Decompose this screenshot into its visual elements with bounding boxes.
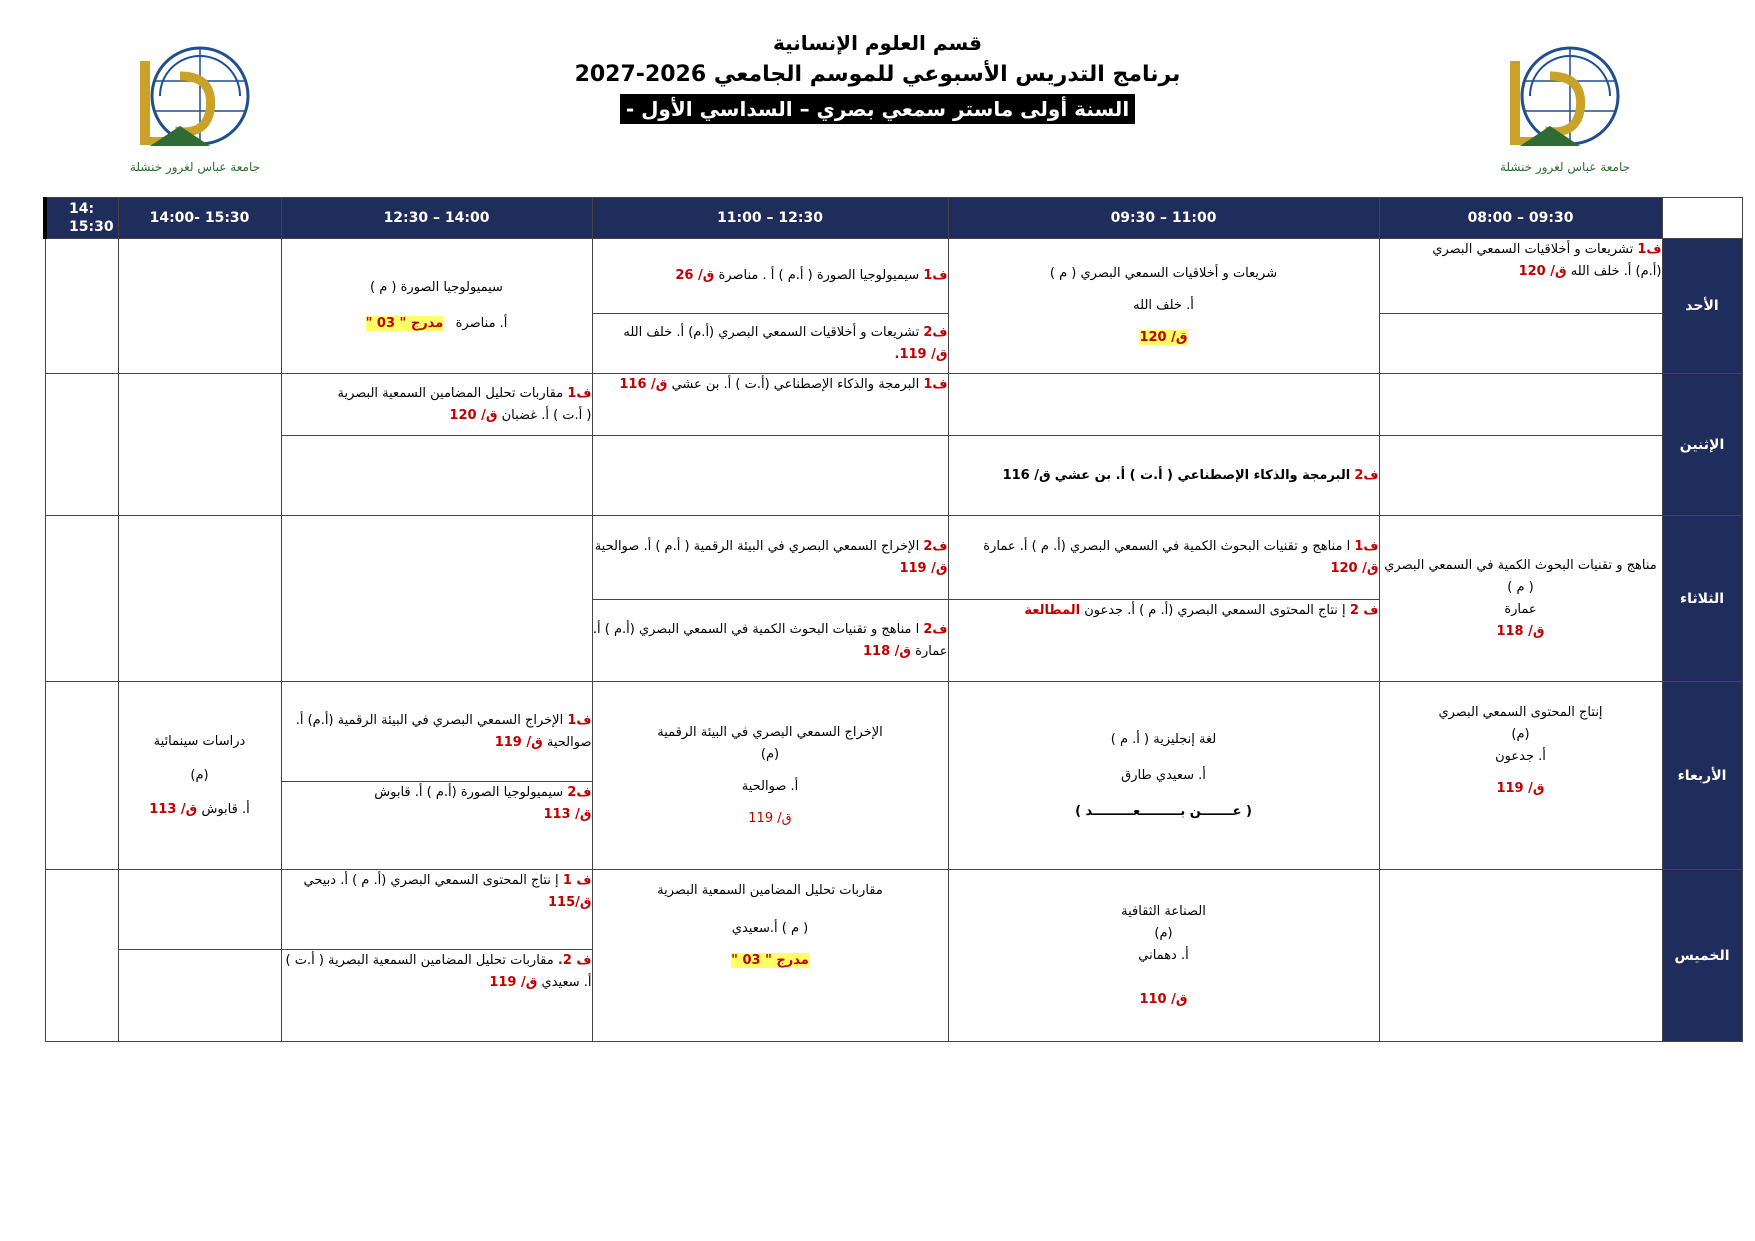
professor: ( م ) أ.سعيدي bbox=[731, 921, 809, 936]
cell-empty bbox=[118, 870, 281, 950]
professor: أ. سعيدي طارق bbox=[1121, 767, 1206, 783]
course-text: إ نتاج المحتوى السمعي البصري (أ. م ) أ. جدعون bbox=[1084, 603, 1346, 618]
room: ق/ 110 bbox=[1139, 991, 1188, 1007]
course-cell bbox=[281, 682, 592, 782]
row-wednesday-a bbox=[45, 682, 1742, 782]
course-cell bbox=[948, 516, 1379, 600]
course-title: سيميولوجيا الصورة ( م ) bbox=[370, 280, 503, 295]
course-text: إ نتاج المحتوى السمعي البصري (أ. م ) أ. دبيحي bbox=[303, 873, 559, 888]
course-cell bbox=[1379, 239, 1662, 314]
group-label: ف 2 bbox=[1349, 603, 1379, 618]
professor: أ. قابوش bbox=[201, 801, 250, 817]
room: ق/ 119 bbox=[489, 975, 538, 990]
cell-empty bbox=[45, 516, 118, 682]
room: ق/ 113 bbox=[543, 807, 592, 822]
cell-empty bbox=[592, 436, 948, 516]
group-label: ف2 bbox=[923, 324, 948, 340]
cell-empty bbox=[281, 516, 592, 682]
course-text: ا مناهج و تقنيات البحوث الكمية في السمعي البصري (أ.م ) أ. عمارة bbox=[592, 621, 948, 659]
room: ق/ 118 bbox=[1496, 623, 1545, 639]
course-cell bbox=[948, 682, 1379, 870]
course-title: دراسات سينمائية bbox=[153, 733, 246, 749]
room: ق/ 119 bbox=[1496, 781, 1545, 796]
course-cell bbox=[281, 239, 592, 374]
professor: أ. جدعون bbox=[1495, 749, 1546, 764]
course-text: البرمجة والذكاء الإصطناعي (أ.ت ) أ. بن عشي bbox=[671, 377, 920, 392]
room: ق/ 119 bbox=[748, 810, 792, 826]
cell-empty bbox=[45, 374, 118, 516]
course-cell bbox=[1379, 682, 1662, 870]
course-text: البرمجة والذكاء الإصطناعي ( أ.ت ) أ. بن عشي bbox=[1054, 467, 1351, 483]
course-title: الصناعة الثقافية bbox=[1121, 903, 1206, 919]
room: ق/ 113 bbox=[149, 801, 198, 817]
course-title: مناهج و تقنيات البحوث الكمية في السمعي البصري bbox=[1384, 557, 1657, 573]
course-type: ( م ) bbox=[1507, 579, 1534, 595]
course-title: شريعات و أخلاقيات السمعي البصري ( م ) bbox=[1049, 266, 1278, 281]
time-header-row bbox=[45, 198, 1742, 239]
cell-empty bbox=[45, 682, 118, 870]
room: المطالعة bbox=[1024, 603, 1081, 618]
cell-empty bbox=[1379, 314, 1662, 374]
cell-empty bbox=[1379, 870, 1662, 1042]
room: ق/ 119 bbox=[494, 734, 543, 750]
cell-empty bbox=[118, 950, 281, 1042]
course-cell bbox=[948, 239, 1379, 374]
professor: أ. دهماني bbox=[1138, 947, 1189, 963]
room: ق/ 120 bbox=[1518, 264, 1567, 279]
row-thursday-a bbox=[45, 870, 1742, 950]
group-label: ف1 bbox=[923, 377, 948, 392]
room: ق/ 116 bbox=[619, 377, 668, 392]
svg-text:جامعة عباس لغرور خنشلة: جامعة عباس لغرور خنشلة bbox=[1499, 160, 1631, 174]
cell-empty bbox=[1379, 374, 1662, 436]
course-cell bbox=[592, 516, 948, 600]
course-type: (م) bbox=[190, 767, 209, 783]
course-text: تشريعات و أخلاقيات السمعي البصري bbox=[1432, 242, 1634, 257]
slot-header-5: 14:00- 15:30 bbox=[118, 198, 281, 239]
level-banner: السنة أولى ماستر سمعي بصري – السداسي الأول - bbox=[620, 94, 1135, 124]
row-monday-a bbox=[45, 374, 1742, 436]
cell-empty bbox=[118, 239, 281, 374]
group-label: ف 1 bbox=[562, 873, 592, 888]
course-cell bbox=[592, 682, 948, 870]
group-label: ف1 bbox=[567, 712, 592, 728]
group-label: ف1 bbox=[923, 268, 948, 283]
slot-header-6: 14: 15:30 bbox=[45, 198, 118, 239]
professor: (أ.م) أ. خلف الله bbox=[1570, 264, 1662, 279]
course-text: ا مناهج و تقنيات البحوث الكمية في السمعي البصري (أ. م ) أ. عمارة bbox=[983, 538, 1351, 554]
course-cell bbox=[281, 374, 592, 436]
slot-header-3: 11:00 – 12:30 bbox=[592, 198, 948, 239]
program-title: برنامج التدريس الأسبوعي للموسم الجامعي 2026-2027 bbox=[574, 62, 1181, 87]
course-title: لغة إنجليزية ( أ. م ) bbox=[1110, 731, 1217, 747]
university-logo-right bbox=[1490, 36, 1640, 186]
group-label: ف2 bbox=[923, 538, 948, 554]
professor: أ. صوالحية bbox=[741, 778, 799, 794]
group-label: ف 2. bbox=[557, 953, 592, 968]
course-title: الإخراج السمعي البصري في البيئة الرقمية bbox=[657, 724, 883, 740]
delivery-mode: ( عـــــــن بـــــــــعـــــــــد ) bbox=[1075, 803, 1252, 819]
course-cell bbox=[592, 374, 948, 436]
course-cell bbox=[948, 436, 1379, 516]
cell-empty bbox=[45, 239, 118, 374]
room: ق/ 120 bbox=[1139, 330, 1188, 345]
course-cell bbox=[281, 782, 592, 870]
course-cell bbox=[592, 600, 948, 682]
course-title: إنتاج المحتوى السمعي البصري bbox=[1438, 705, 1603, 720]
course-text: تشريعات و أخلاقيات السمعي البصري (أ.م) أ. خلف الله bbox=[623, 324, 920, 340]
room: ق/ 116 bbox=[1002, 467, 1051, 483]
weekly-timetable bbox=[43, 197, 1743, 1042]
course-type: (م) bbox=[1154, 925, 1173, 941]
slot-header-1: 08:00 – 09:30 bbox=[1379, 198, 1662, 239]
slot-header-2: 09:30 – 11:00 bbox=[948, 198, 1379, 239]
room: ق/ 120 bbox=[449, 407, 498, 423]
university-logo-left bbox=[120, 36, 270, 186]
course-cell bbox=[592, 314, 948, 374]
course-type: (م) bbox=[1511, 727, 1530, 742]
course-cell bbox=[948, 600, 1379, 682]
room: ق/ 118 bbox=[862, 643, 912, 659]
room: ق/ 119 bbox=[899, 560, 948, 576]
day-monday: الإثنين bbox=[1662, 374, 1742, 516]
cell-empty bbox=[281, 436, 592, 516]
professor: ( أ.ت ) أ. غضبان bbox=[501, 407, 592, 423]
professor: عمارة bbox=[1504, 601, 1537, 617]
cell-empty bbox=[118, 516, 281, 682]
svg-text:جامعة عباس لغرور خنشلة: جامعة عباس لغرور خنشلة bbox=[129, 160, 261, 174]
course-cell bbox=[592, 870, 948, 1042]
course-cell bbox=[281, 950, 592, 1042]
day-wednesday: الأربعاء bbox=[1662, 682, 1742, 870]
room: ق/ 119. bbox=[894, 346, 948, 362]
professor: أ. مناصرة bbox=[455, 316, 508, 331]
group-label: ف2 bbox=[923, 621, 948, 637]
course-text: مقاربات تحليل المضامين السمعية البصرية bbox=[337, 385, 564, 401]
row-tuesday-a bbox=[45, 516, 1742, 600]
course-cell bbox=[118, 682, 281, 870]
cell-empty bbox=[45, 870, 118, 1042]
row-monday-b bbox=[45, 436, 1742, 516]
day-thursday: الخميس bbox=[1662, 870, 1742, 1042]
department-title: قسم العلوم الإنسانية bbox=[773, 31, 982, 55]
room: مدرج " 03 " bbox=[731, 953, 809, 968]
course-cell bbox=[1379, 516, 1662, 682]
row-sunday-a bbox=[45, 239, 1742, 314]
course-text: الإخراج السمعي البصري في البيئة الرقمية ( أ.م ) أ. صوالحية bbox=[594, 538, 920, 554]
group-label: ف2 bbox=[1354, 467, 1379, 483]
room: ق/ 26 bbox=[675, 268, 715, 283]
group-label: ف1 bbox=[1637, 242, 1662, 257]
group-label: ف2 bbox=[567, 785, 592, 800]
group-label: ف1 bbox=[567, 385, 592, 401]
course-cell bbox=[948, 870, 1379, 1042]
day-sunday: الأحد bbox=[1662, 239, 1742, 374]
course-type: (م) bbox=[760, 746, 780, 762]
room: ق/ 120 bbox=[1330, 560, 1379, 576]
cell-empty bbox=[118, 374, 281, 516]
cell-empty bbox=[1379, 436, 1662, 516]
course-text: سيميولوجيا الصورة ( أ.م ) أ . مناصرة bbox=[718, 268, 920, 283]
slot-header-4: 12:30 – 14:00 bbox=[281, 198, 592, 239]
professor: أ. خلف الله bbox=[1133, 298, 1194, 313]
course-text: سيميولوجيا الصورة (أ.م ) أ. قابوش bbox=[374, 785, 564, 800]
course-title: مقاربات تحليل المضامين السمعية البصرية bbox=[657, 883, 883, 898]
room: ق/115 bbox=[547, 895, 592, 910]
day-tuesday: الثلاثاء bbox=[1662, 516, 1742, 682]
corner-cell bbox=[1662, 198, 1742, 239]
course-cell bbox=[281, 870, 592, 950]
course-cell bbox=[592, 239, 948, 314]
group-label: ف1 bbox=[1354, 538, 1379, 554]
room: مدرج " 03 " bbox=[365, 316, 444, 331]
course-text: مقاربات تحليل المضامين السمعية البصرية ( أ.ت ) أ. سعيدي bbox=[285, 953, 592, 990]
cell-empty bbox=[948, 374, 1379, 436]
course-text: الإخراج السمعي البصري في البيئة الرقمية (أ.م) أ. صوالحية bbox=[295, 712, 592, 750]
